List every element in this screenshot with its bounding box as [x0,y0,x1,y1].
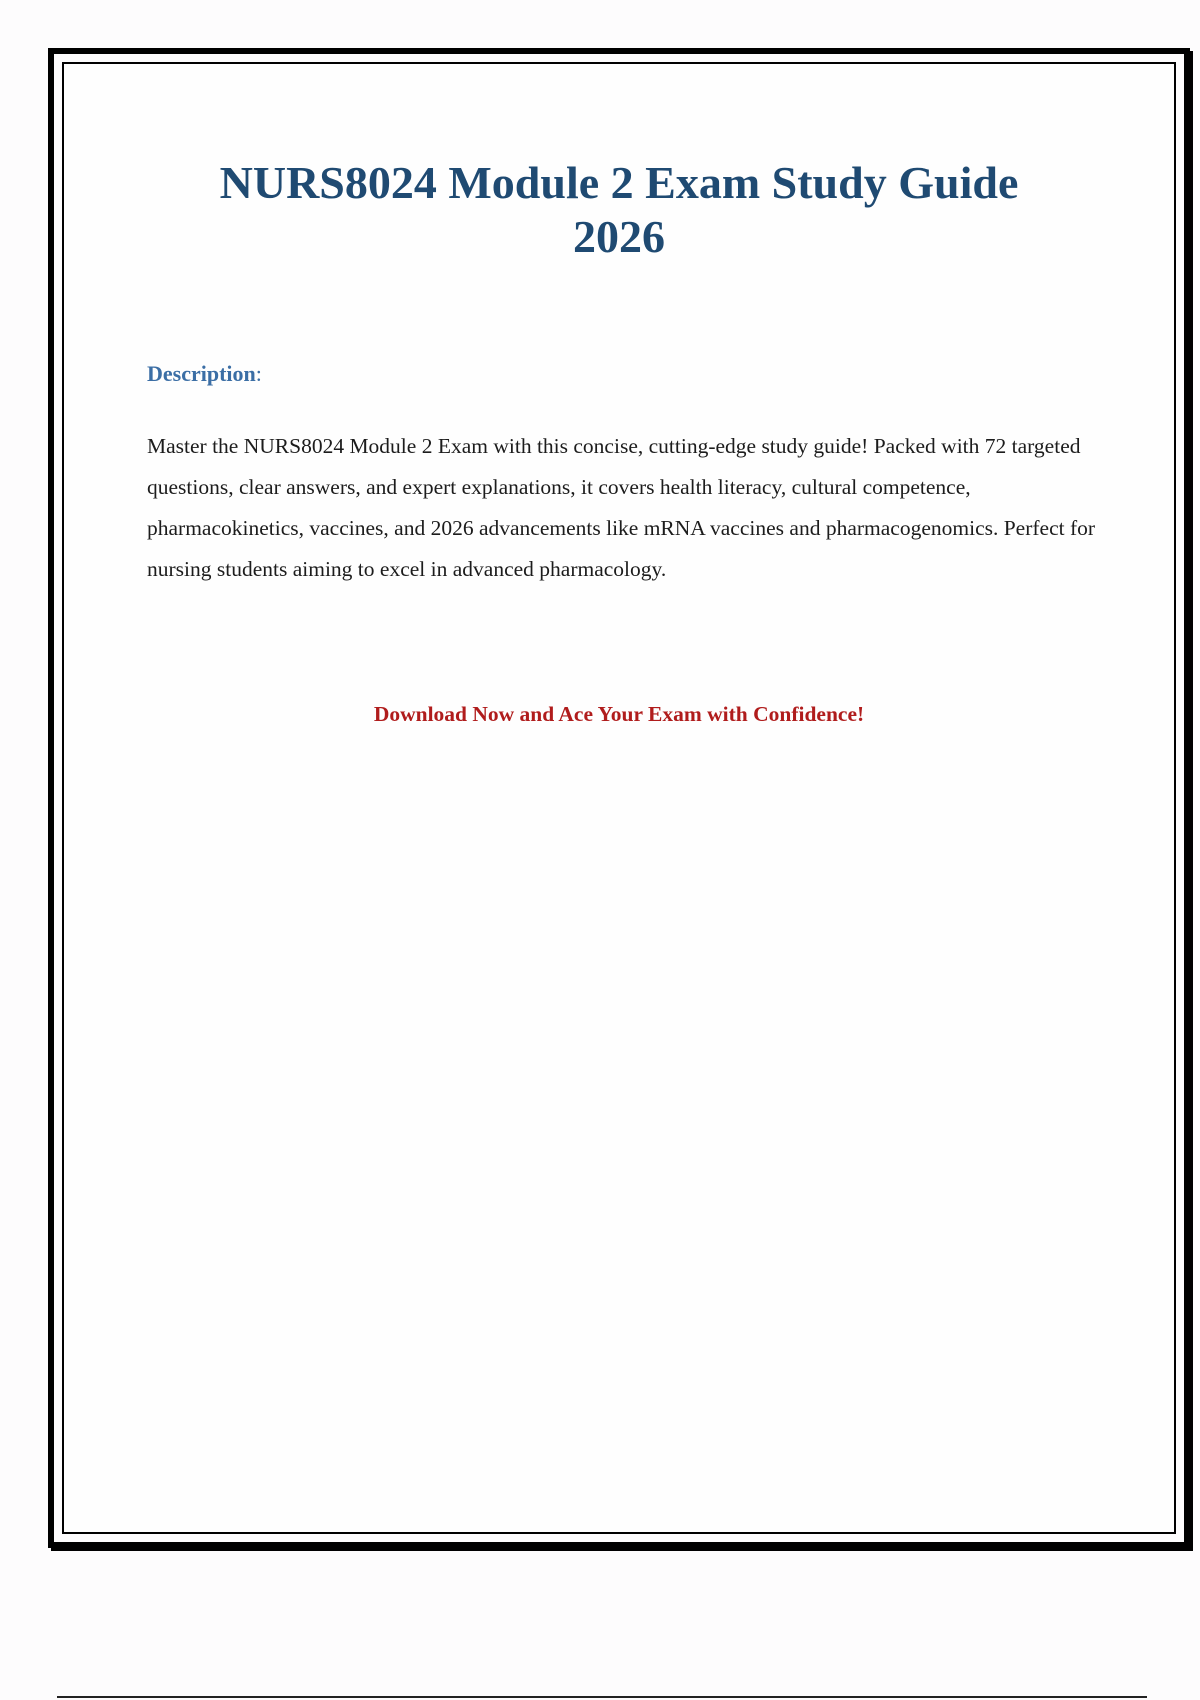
page-border-inner [62,62,1176,1534]
description-label: Description [147,361,256,386]
description-heading [147,360,262,388]
document-title: NURS8024 Module 2 Exam Study Guide 2026 [219,157,1019,262]
bottom-divider [57,1696,1147,1698]
download-call-to-action: Download Now and Ace Your Exam with Confidence! [373,702,865,726]
description-body: Master the NURS8024 Module 2 Exam with this concise, cutting-edge study guide! Packed with 72 targeted questions, clear answers, and expert explanations, it covers health literacy, cultural competence, pharmacokinetics, vaccines, and 2026 advancements like mRNA vaccines and pharmacogenomics. Perfect for nursing students aiming to excel in advanced pharmacology. [147,434,1096,581]
page-border-outer [48,48,1190,1548]
description-colon: : [255,361,262,386]
